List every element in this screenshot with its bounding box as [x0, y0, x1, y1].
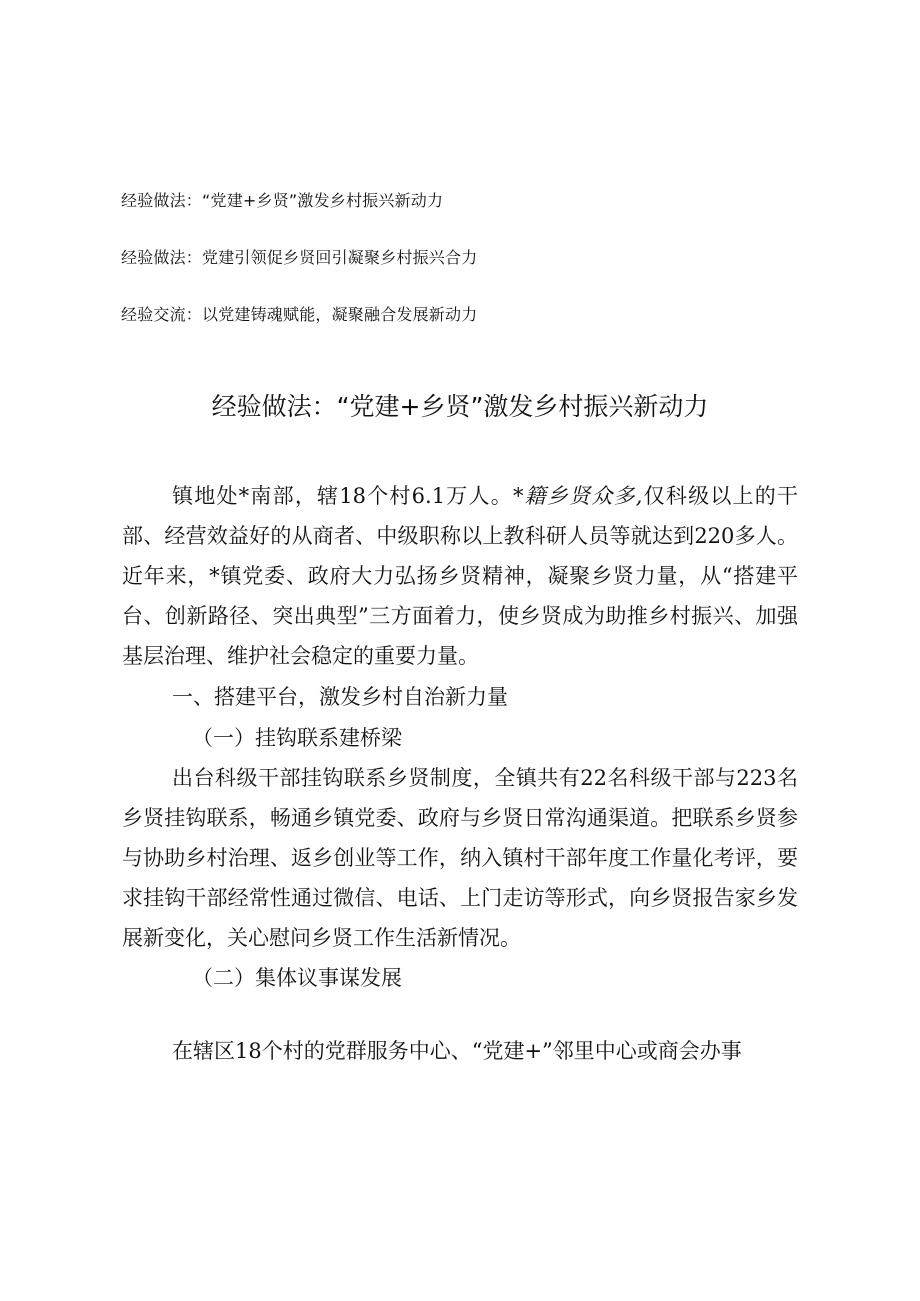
toc-item: 经验交流：以党建铸魂赋能，凝聚融合发展新动力 [121, 305, 478, 324]
section-heading: 一、搭建平台，激发乡村自治新力量 [172, 685, 508, 709]
subsection-paragraph: 在辖区18个村的党群服务中心、“党建+”邻里中心或商会办事 [172, 1039, 742, 1063]
intro-text-2: 仅科级以上的干部、经营效益好的从商者、中级职称以上教科研人员等就达到220多人。近年来，*镇党委、政府大力弘扬乡贤精神，凝聚乡贤力量，从“搭建平台、创新路径、突出典型”三方面着力，使乡贤成为助推乡村振兴、加强基层治理、维护社会稳定的重要力量。 [122, 484, 798, 668]
intro-paragraph [122, 476, 798, 676]
toc-item: 经验做法：党建引领促乡贤回引凝聚乡村振兴合力 [121, 248, 478, 267]
intro-text-1: 镇地处*南部，辖18个村6.1万人。 [172, 484, 513, 508]
subsection-heading: （二）集体议事谋发展 [192, 966, 402, 990]
subsection-heading: （一）挂钩联系建桥梁 [192, 726, 402, 750]
toc-item: 经验做法：“党建+乡贤”激发乡村振兴新动力 [121, 191, 444, 210]
table-of-contents [121, 188, 801, 359]
subsection-paragraph: 出台科级干部挂钩联系乡贤制度，全镇共有22名科级干部与223名乡贤挂钩联系，畅通乡镇党委、政府与乡贤日常沟通渠道。把联系乡贤参与协助乡村治理、返乡创业等工作，纳入镇村干部年度工作量化考评，要求挂钩干部经常性通过微信、电话、上门走访等形式，向乡贤报告家乡发展新变化，关心慰问乡贤工作生活新情况。 [122, 766, 798, 950]
intro-text-italic: *籍乡贤众多, [512, 484, 643, 508]
paragraph-spacer [122, 998, 798, 1031]
document-body [122, 476, 798, 1071]
document-title: 经验做法：“党建+乡贤”激发乡村振兴新动力 [211, 392, 709, 421]
